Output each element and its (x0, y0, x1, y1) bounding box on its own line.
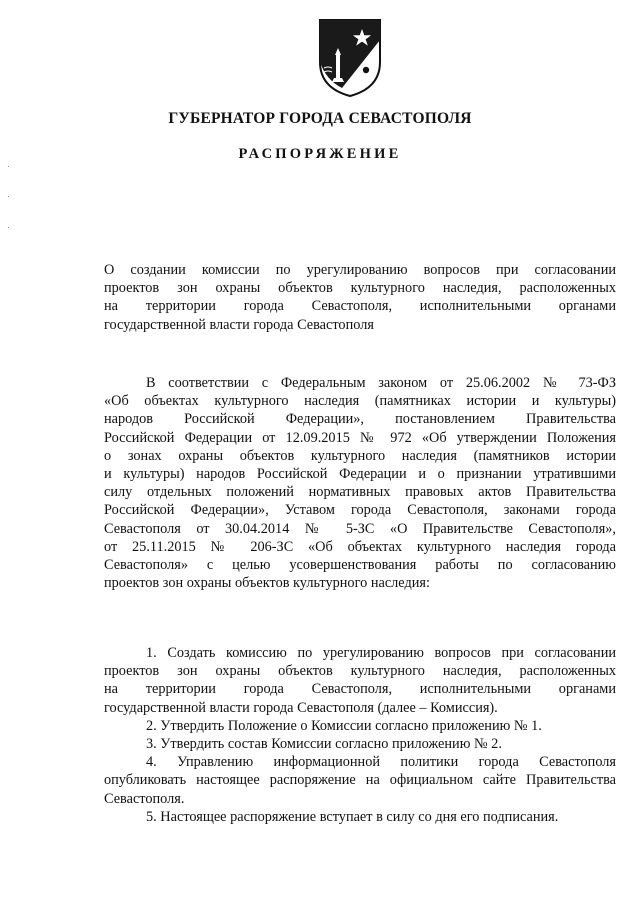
preamble-line: Севастополя» с целью усовершенствования работы по согласованию (104, 557, 616, 574)
preamble-line: от 25.11.2015 № 206-ЗС «Об объектах культурного наследия города (104, 538, 616, 555)
scan-speck (8, 227, 9, 228)
decree-line: 5. Настоящее распоряжение вступает в силу со дня его подписания. (146, 808, 559, 825)
subject-line: проектов зон охраны объектов культурного наследия, расположенных (104, 280, 616, 297)
scan-speck (8, 196, 9, 197)
decree-line: 1. Создать комиссию по урегулированию вопросов при согласовании (146, 645, 616, 661)
subject-line: государственной власти города Севастополя (104, 316, 374, 333)
scan-speck (8, 166, 9, 167)
preamble-line: Российской Федерации от 12.09.2015 № 972 «Об утверждении Положения (104, 429, 616, 446)
preamble-line: и культуры) народов Российской Федерации и о признании утратившими (104, 466, 616, 483)
decree-line: Севастополя. (104, 790, 185, 807)
subject-line: О создании комиссии по урегулированию вопросов при согласовании (104, 262, 616, 278)
subject-paragraph (104, 261, 616, 334)
decree-line: опубликовать настоящее распоряжение на официальном сайте Правительства (104, 772, 616, 789)
sevastopol-coat-of-arms-icon (302, 18, 394, 98)
preamble-line: силу отдельных положений нормативных правовых актов Правительства (104, 484, 616, 501)
preamble-line: о зонах охраны объектов культурного наследия (памятников истории (104, 447, 616, 464)
decree-line: проектов зон охраны объектов культурного наследия, расположенных (104, 663, 616, 680)
decree-line: 3. Утвердить состав Комиссии согласно приложению № 2. (146, 736, 502, 753)
preamble-line: «Об объектах культурного наследия (памятниках истории и культуры) (104, 393, 616, 410)
preamble-line: В соответствии с Федеральным законом от 25.06.2002 № 73-ФЗ (146, 375, 616, 391)
page-title: ГУБЕРНАТОР ГОРОДА СЕВАСТОПОЛЯ (168, 110, 472, 127)
document-type: РАСПОРЯЖЕНИЕ (238, 146, 402, 162)
preamble-line: проектов зон охраны объектов культурного наследия: (104, 575, 430, 592)
preamble-line: Российской Федерации», Уставом города Севастополя, законами города (104, 502, 616, 519)
preamble-line: Севастополя от 30.04.2014 № 5-ЗС «О Правительстве Севастополя», (104, 520, 616, 537)
decree-line: на территории города Севастополя, исполнительными органами (104, 681, 616, 698)
decree-line: государственной власти города Севастополя (далее – Комиссия). (104, 699, 498, 716)
decree-line: 4. Управлению информационной политики города Севастополя (146, 754, 616, 771)
subject-line: на территории города Севастополя, исполнительными органами (104, 298, 616, 315)
preamble-line: народов Российской Федерации», постановлением Правительства (104, 411, 616, 428)
decree-line: 2. Утвердить Положение о Комиссии согласно приложению № 1. (146, 717, 542, 734)
decree-items (104, 644, 616, 826)
preamble-paragraph (104, 374, 616, 592)
